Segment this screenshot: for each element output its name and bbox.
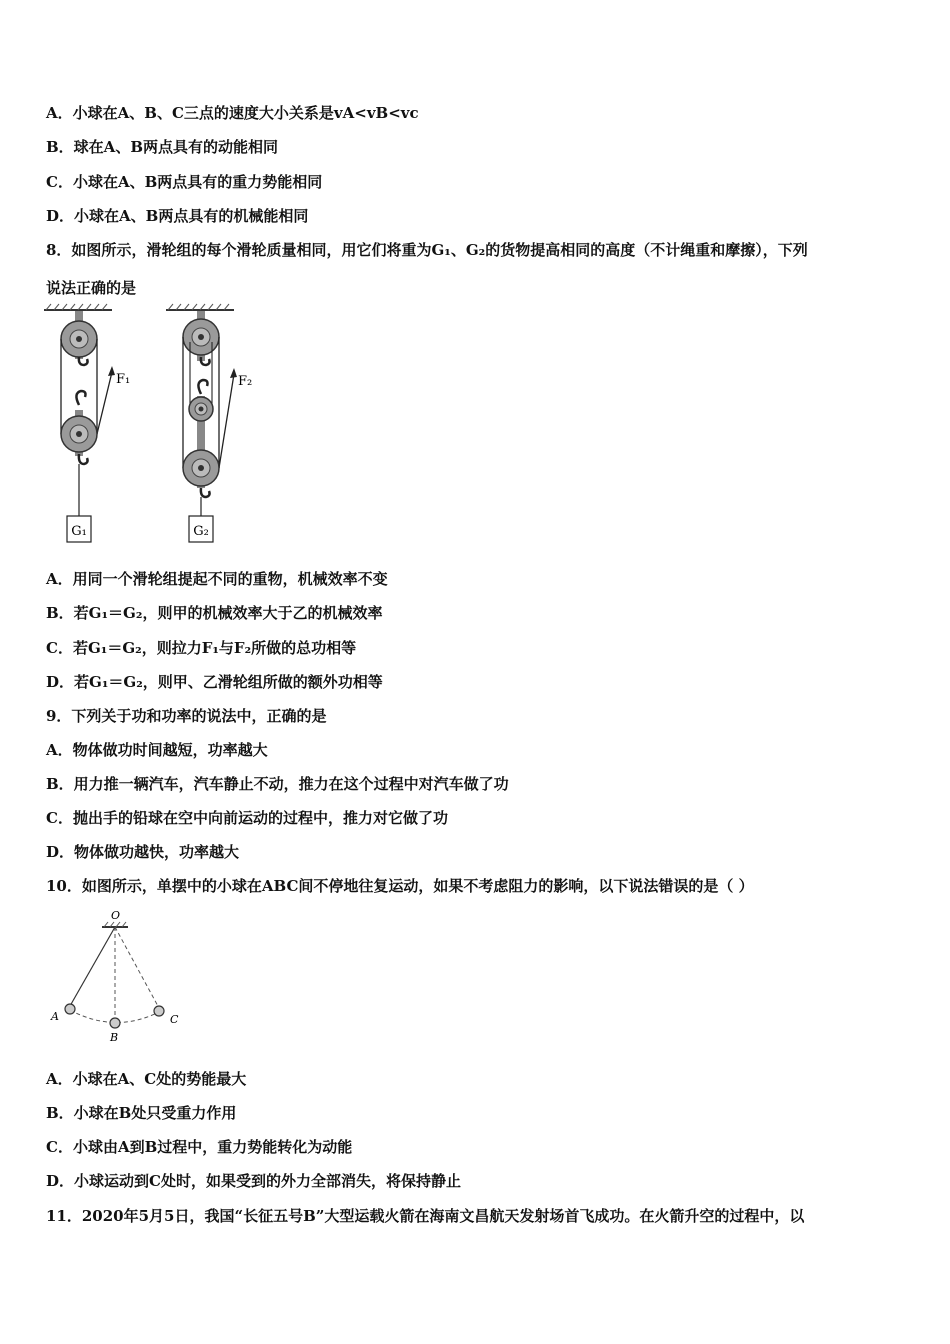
ball-c (154, 1006, 164, 1016)
q9-option-d: D．物体做功越快，功率越大 (46, 843, 240, 861)
g2-label: G₂ (193, 524, 209, 539)
point-o-label: O (111, 909, 121, 922)
point-c-label: C (170, 1013, 179, 1026)
q9-option-c: C．抛出手的铅球在空中向前运动的过程中，推力对它做了功 (46, 809, 448, 827)
pulley-system-right (183, 311, 252, 542)
pulley-system-left (61, 311, 130, 542)
point-a-label: A (51, 1010, 59, 1023)
ceiling-left (44, 304, 112, 310)
q11-stem: 11．2020年5月5日，我国“长征五号B”大型运载火箭在海南文昌航天发射场首飞成功。在火箭升空的过程中，以 (46, 1207, 805, 1225)
q7-option-d: D．小球在A、B两点具有的机械能相同 (46, 207, 309, 225)
q7-option-b: B．球在A、B两点具有的动能相同 (46, 138, 278, 156)
ceiling-right (166, 304, 234, 310)
q8-option-b: B．若G₁＝G₂，则甲的机械效率大于乙的机械效率 (46, 604, 383, 622)
q10-option-a: A．小球在A、C处的势能最大 (46, 1070, 247, 1088)
q8-stem-line1: 8．如图所示，滑轮组的每个滑轮质量相同，用它们将重为G₁、G₂的货物提高相同的高度（不计绳重和摩擦），下列 (46, 241, 808, 259)
q8-option-d: D．若G₁＝G₂，则甲、乙滑轮组所做的额外功相等 (46, 673, 383, 691)
q9-option-b: B．用力推一辆汽车，汽车静止不动，推力在这个过程中对汽车做了功 (46, 775, 509, 793)
q8-option-c: C．若G₁＝G₂，则拉力F₁与F₂所做的总功相等 (46, 639, 357, 657)
q10-option-c: C．小球由A到B过程中，重力势能转化为动能 (46, 1138, 353, 1156)
pulley-figure (40, 302, 280, 548)
q8-stem-line2: 说法正确的是 (46, 279, 137, 297)
q10-stem: 10．如图所示，单摆中的小球在ABC间不停地往复运动，如果不考虑阻力的影响，以下说法错误的是（ ） (46, 877, 754, 895)
q9-option-a: A．物体做功时间越短，功率越大 (46, 741, 268, 759)
ball-b (110, 1018, 120, 1028)
q10-option-b: B．小球在B处只受重力作用 (46, 1104, 237, 1122)
ball-a (65, 1004, 75, 1014)
q10-option-d: D．小球运动到C处时，如果受到的外力全部消失，将保持静止 (46, 1172, 461, 1190)
g1-label: G₁ (71, 524, 87, 539)
q7-option-c: C．小球在A、B两点具有的重力势能相同 (46, 173, 323, 191)
q7-option-a: A．小球在A、B、C三点的速度大小关系是vA<vB<vc (46, 104, 419, 122)
pendulum-figure (44, 906, 194, 1046)
q8-option-a: A．用同一个滑轮组提起不同的重物，机械效率不变 (46, 570, 388, 588)
f1-label: F₁ (116, 372, 131, 387)
q9-stem: 9．下列关于功和功率的说法中，正确的是 (46, 707, 327, 725)
f2-label: F₂ (238, 374, 253, 389)
point-b-label: B (110, 1031, 119, 1044)
